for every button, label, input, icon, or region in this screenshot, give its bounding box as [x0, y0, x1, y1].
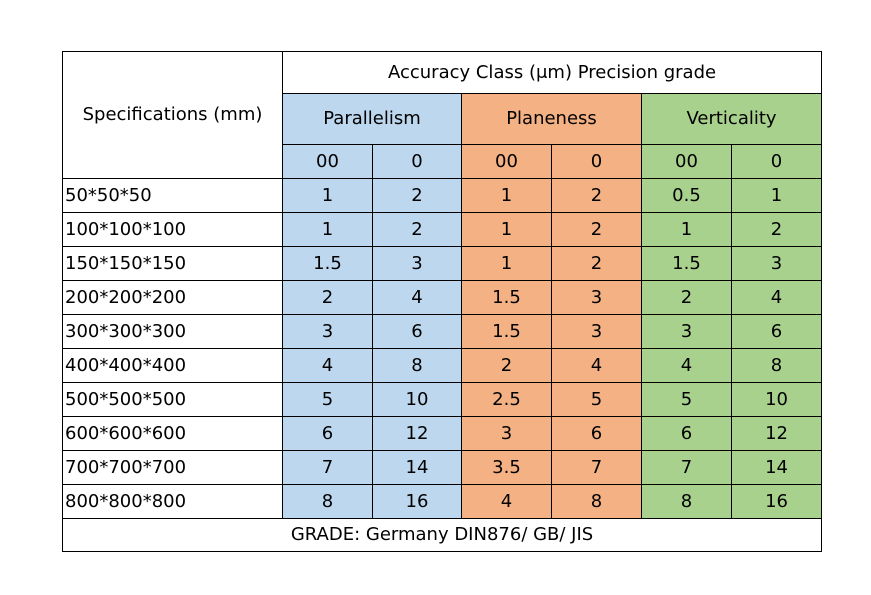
grade-header: 00 [642, 145, 732, 179]
accuracy-value-cell: 5 [283, 383, 373, 417]
table-row [63, 417, 822, 451]
accuracy-value-cell: 2 [552, 247, 642, 281]
accuracy-value-cell: 4 [462, 485, 552, 519]
spec-size-cell: 600*600*600 [63, 417, 283, 451]
accuracy-value-cell: 4 [642, 349, 732, 383]
accuracy-value-cell: 1 [462, 213, 552, 247]
specifications-header: Specifications (mm) [63, 52, 283, 179]
accuracy-value-cell: 2 [732, 213, 822, 247]
accuracy-value-cell: 3 [552, 315, 642, 349]
grade-header: 00 [462, 145, 552, 179]
table-row [63, 485, 822, 519]
accuracy-value-cell: 3 [283, 315, 373, 349]
accuracy-value-cell: 2 [642, 281, 732, 315]
accuracy-value-cell: 1 [462, 179, 552, 213]
specification-table [62, 51, 822, 552]
spec-size-cell: 400*400*400 [63, 349, 283, 383]
grade-header: 0 [373, 145, 462, 179]
accuracy-value-cell: 2 [283, 281, 373, 315]
accuracy-value-cell: 2 [552, 213, 642, 247]
table-row [63, 213, 822, 247]
spec-size-cell: 100*100*100 [63, 213, 283, 247]
accuracy-value-cell: 10 [732, 383, 822, 417]
accuracy-value-cell: 3 [462, 417, 552, 451]
accuracy-value-cell: 8 [373, 349, 462, 383]
spec-size-cell: 150*150*150 [63, 247, 283, 281]
grade-header: 0 [732, 145, 822, 179]
accuracy-value-cell: 1.5 [283, 247, 373, 281]
spec-size-cell: 700*700*700 [63, 451, 283, 485]
accuracy-class-title: Accuracy Class (μm) Precision grade [283, 52, 822, 94]
accuracy-value-cell: 3 [373, 247, 462, 281]
accuracy-value-cell: 1 [283, 179, 373, 213]
accuracy-value-cell: 1 [462, 247, 552, 281]
accuracy-value-cell: 6 [552, 417, 642, 451]
spec-size-cell: 800*800*800 [63, 485, 283, 519]
accuracy-value-cell: 12 [373, 417, 462, 451]
grade-header: 0 [552, 145, 642, 179]
accuracy-value-cell: 4 [283, 349, 373, 383]
verticality-header: Verticality [642, 94, 822, 145]
accuracy-value-cell: 10 [373, 383, 462, 417]
title-row [63, 52, 822, 94]
accuracy-value-cell: 14 [732, 451, 822, 485]
spec-size-cell: 50*50*50 [63, 179, 283, 213]
table-body [63, 179, 822, 519]
accuracy-value-cell: 6 [283, 417, 373, 451]
accuracy-value-cell: 4 [732, 281, 822, 315]
accuracy-value-cell: 1 [283, 213, 373, 247]
accuracy-value-cell: 6 [732, 315, 822, 349]
spec-size-cell: 200*200*200 [63, 281, 283, 315]
accuracy-value-cell: 1.5 [642, 247, 732, 281]
accuracy-value-cell: 1 [732, 179, 822, 213]
accuracy-value-cell: 16 [373, 485, 462, 519]
accuracy-value-cell: 0.5 [642, 179, 732, 213]
accuracy-value-cell: 8 [283, 485, 373, 519]
spec-size-cell: 300*300*300 [63, 315, 283, 349]
accuracy-value-cell: 5 [552, 383, 642, 417]
accuracy-value-cell: 4 [373, 281, 462, 315]
accuracy-value-cell: 8 [552, 485, 642, 519]
spec-size-cell: 500*500*500 [63, 383, 283, 417]
footer-row [63, 519, 822, 552]
accuracy-value-cell: 4 [552, 349, 642, 383]
parallelism-header: Parallelism [283, 94, 462, 145]
grade-header: 00 [283, 145, 373, 179]
accuracy-value-cell: 1.5 [462, 281, 552, 315]
accuracy-value-cell: 1.5 [462, 315, 552, 349]
table-row [63, 179, 822, 213]
accuracy-value-cell: 3 [552, 281, 642, 315]
accuracy-value-cell: 16 [732, 485, 822, 519]
accuracy-value-cell: 2 [552, 179, 642, 213]
grade-standard-footer: GRADE: Germany DIN876/ GB/ JIS [63, 519, 822, 552]
accuracy-value-cell: 3.5 [462, 451, 552, 485]
accuracy-value-cell: 12 [732, 417, 822, 451]
table-row [63, 349, 822, 383]
table-row [63, 383, 822, 417]
accuracy-value-cell: 7 [642, 451, 732, 485]
accuracy-value-cell: 3 [732, 247, 822, 281]
table-row [63, 281, 822, 315]
accuracy-value-cell: 5 [642, 383, 732, 417]
table-row [63, 451, 822, 485]
accuracy-value-cell: 8 [642, 485, 732, 519]
accuracy-value-cell: 3 [642, 315, 732, 349]
accuracy-value-cell: 6 [373, 315, 462, 349]
accuracy-value-cell: 2 [373, 179, 462, 213]
accuracy-value-cell: 7 [283, 451, 373, 485]
table-row [63, 315, 822, 349]
accuracy-value-cell: 6 [642, 417, 732, 451]
accuracy-value-cell: 14 [373, 451, 462, 485]
accuracy-value-cell: 2.5 [462, 383, 552, 417]
accuracy-value-cell: 8 [732, 349, 822, 383]
table-row [63, 247, 822, 281]
planeness-header: Planeness [462, 94, 642, 145]
accuracy-value-cell: 1 [642, 213, 732, 247]
accuracy-value-cell: 7 [552, 451, 642, 485]
accuracy-value-cell: 2 [373, 213, 462, 247]
accuracy-value-cell: 2 [462, 349, 552, 383]
